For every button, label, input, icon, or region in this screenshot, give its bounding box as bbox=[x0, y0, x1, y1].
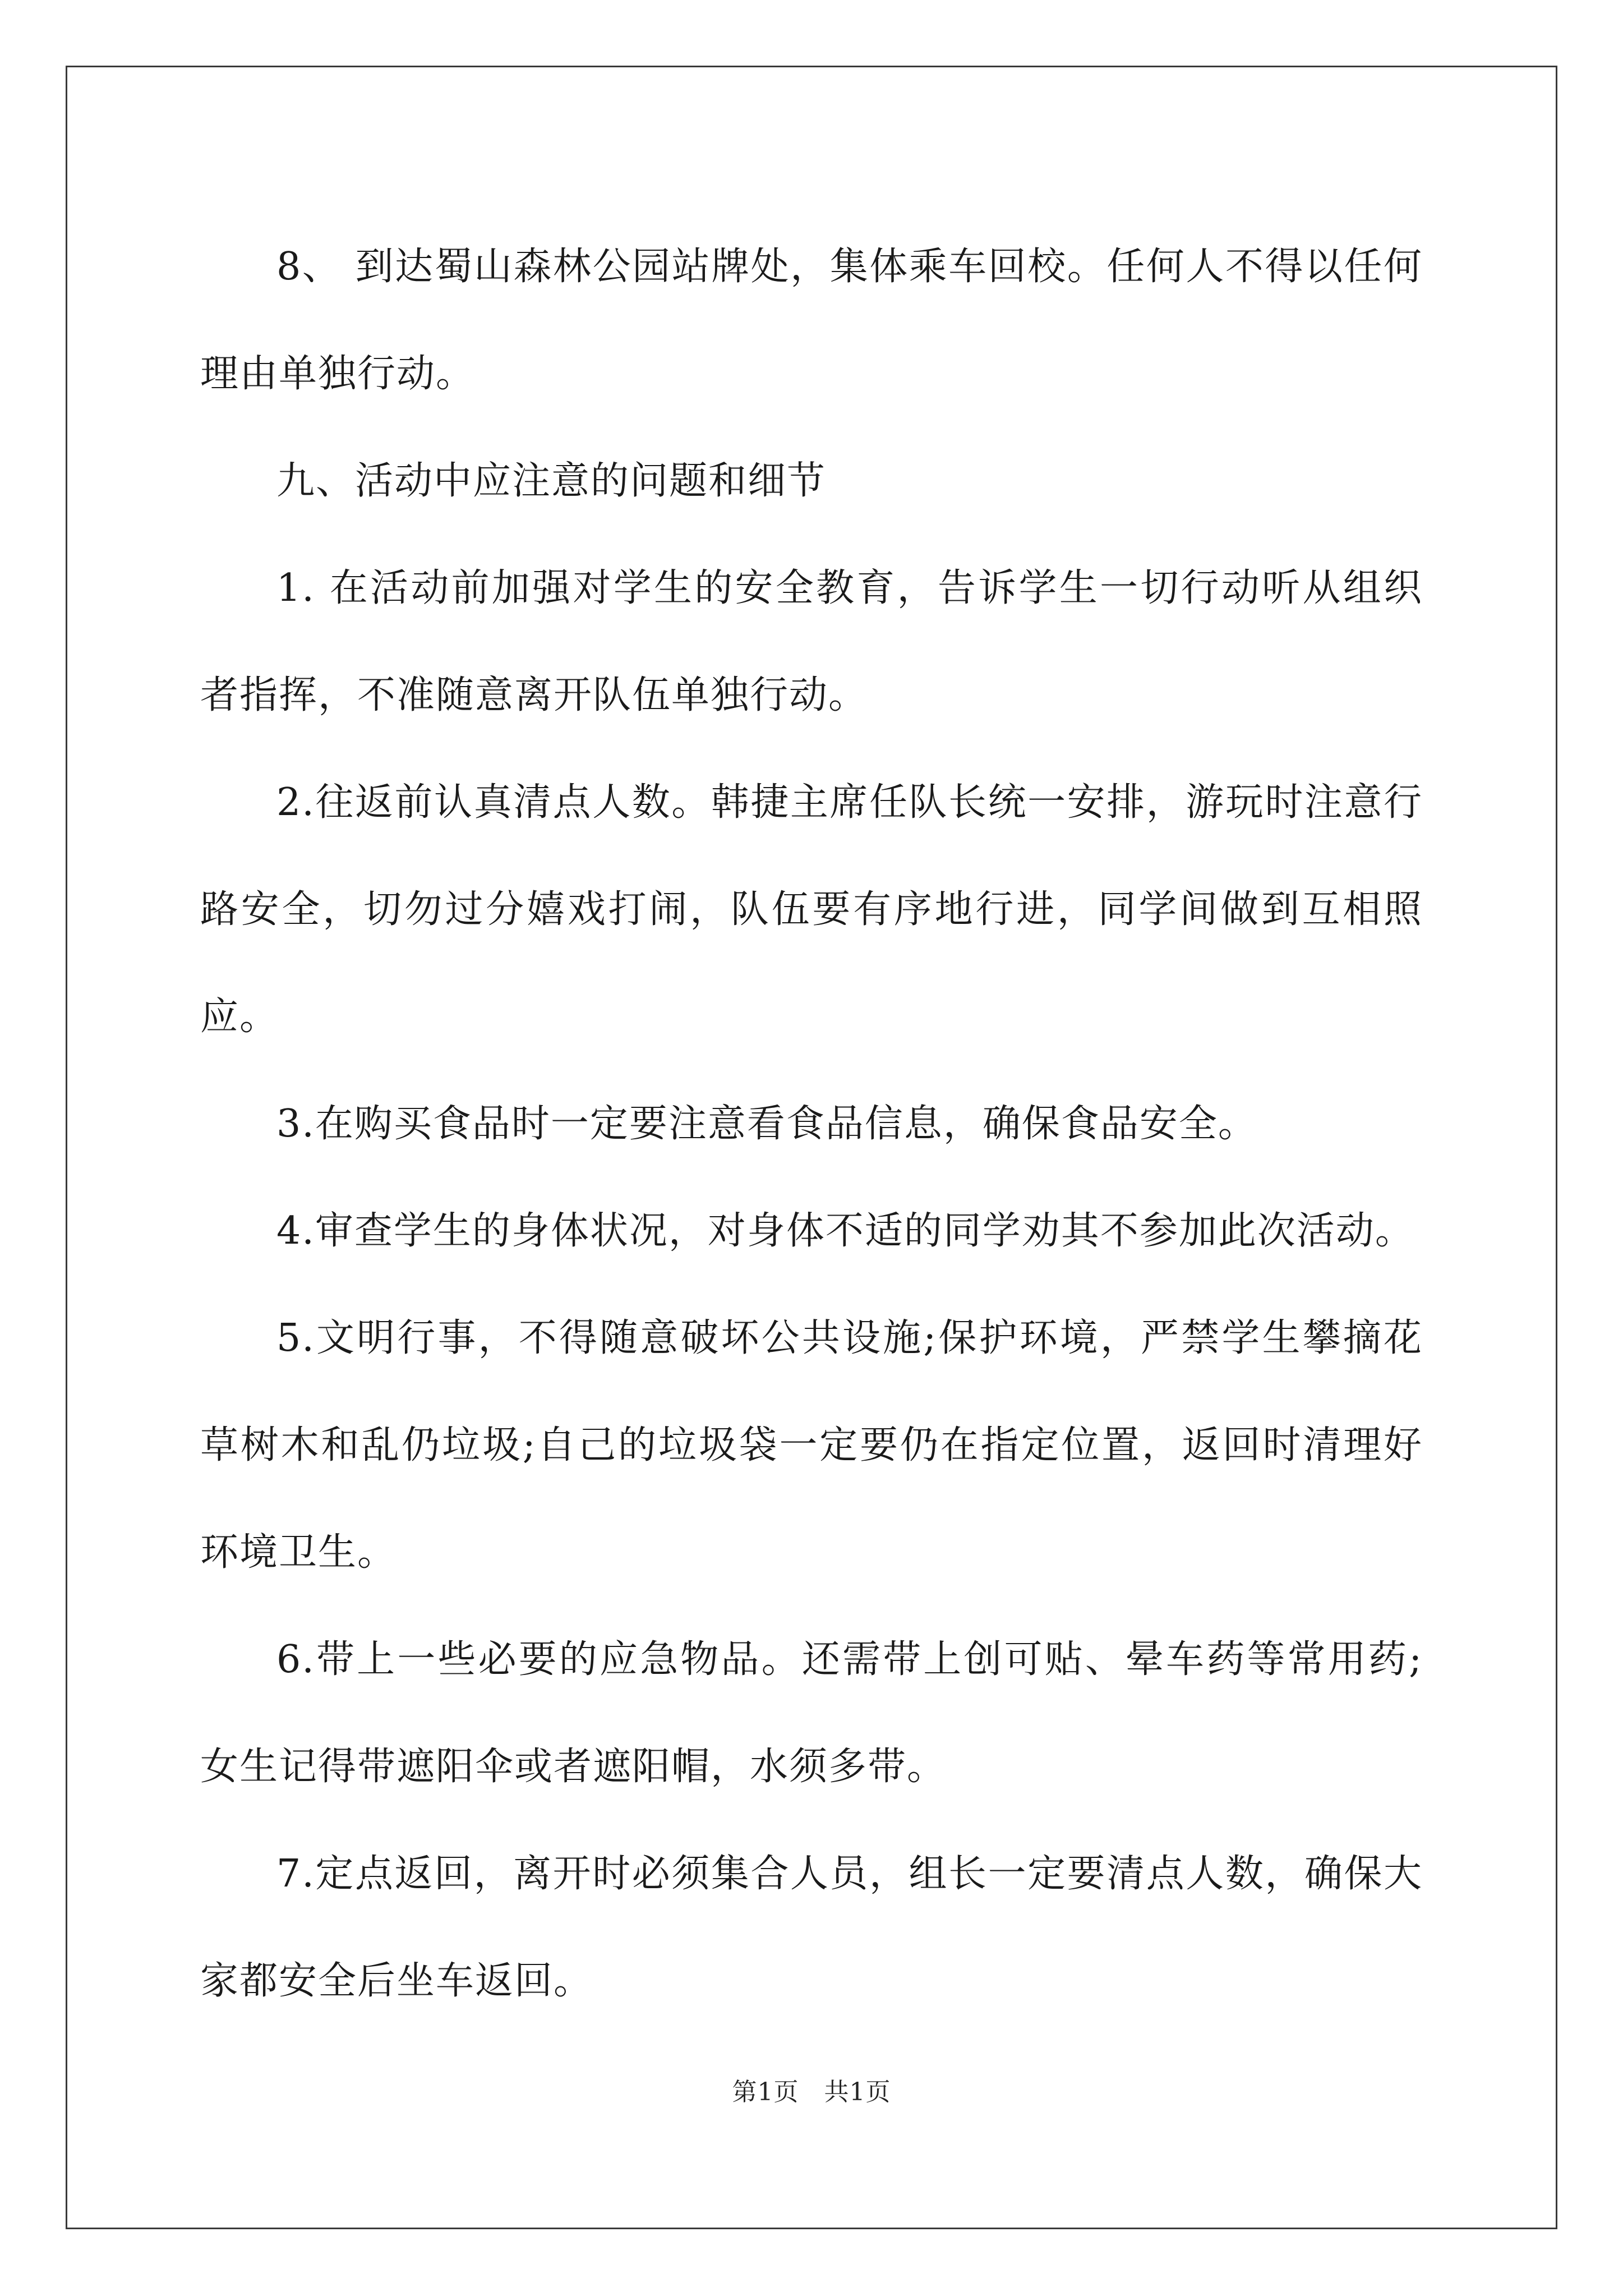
paragraph-note-4: 4.审查学生的身体状况，对身体不适的同学劝其不参加此次活动。 bbox=[276, 1209, 1414, 1253]
paragraph-note-7: 7.定点返回，离开时必须集合人员，组长一定要清点人数，确保大家都安全后坐车返回。 bbox=[200, 1852, 1423, 2003]
document-body bbox=[200, 213, 1423, 2035]
paragraph-note-1: 1. 在活动前加强对学生的安全教育，告诉学生一切行动听从组织者指挥，不准随意离开队伍单独行动。 bbox=[200, 566, 1423, 717]
paragraph-item-8: 8、 到达蜀山森林公园站牌处，集体乘车回校。任何人不得以任何理由单独行动。 bbox=[200, 245, 1423, 396]
paragraph-note-6: 6.带上一些必要的应急物品。还需带上创可贴、晕车药等常用药;女生记得带遮阳伞或者遮阳帽，水须多带。 bbox=[200, 1637, 1423, 1789]
paragraph-note-5: 5.文明行事，不得随意破坏公共设施;保护环境，严禁学生攀摘花草树木和乱仍垃圾;自己的垃圾袋一定要仍在指定位置，返回时清理好环境卫生。 bbox=[200, 1316, 1423, 1575]
paragraph-note-3: 3.在购买食品时一定要注意看食品信息，确保食品安全。 bbox=[276, 1102, 1257, 1146]
paragraph-note-2: 2.往返前认真清点人数。韩捷主席任队长统一安排，游玩时注意行路安全，切勿过分嬉戏打闹，队伍要有序地行进，同学间做到互相照应。 bbox=[200, 780, 1423, 1039]
page-number-label: 第1页 共1页 bbox=[732, 2078, 891, 2106]
page-footer bbox=[0, 2072, 1623, 2108]
section-heading-9: 九、活动中应注意的问题和细节 bbox=[276, 459, 827, 503]
